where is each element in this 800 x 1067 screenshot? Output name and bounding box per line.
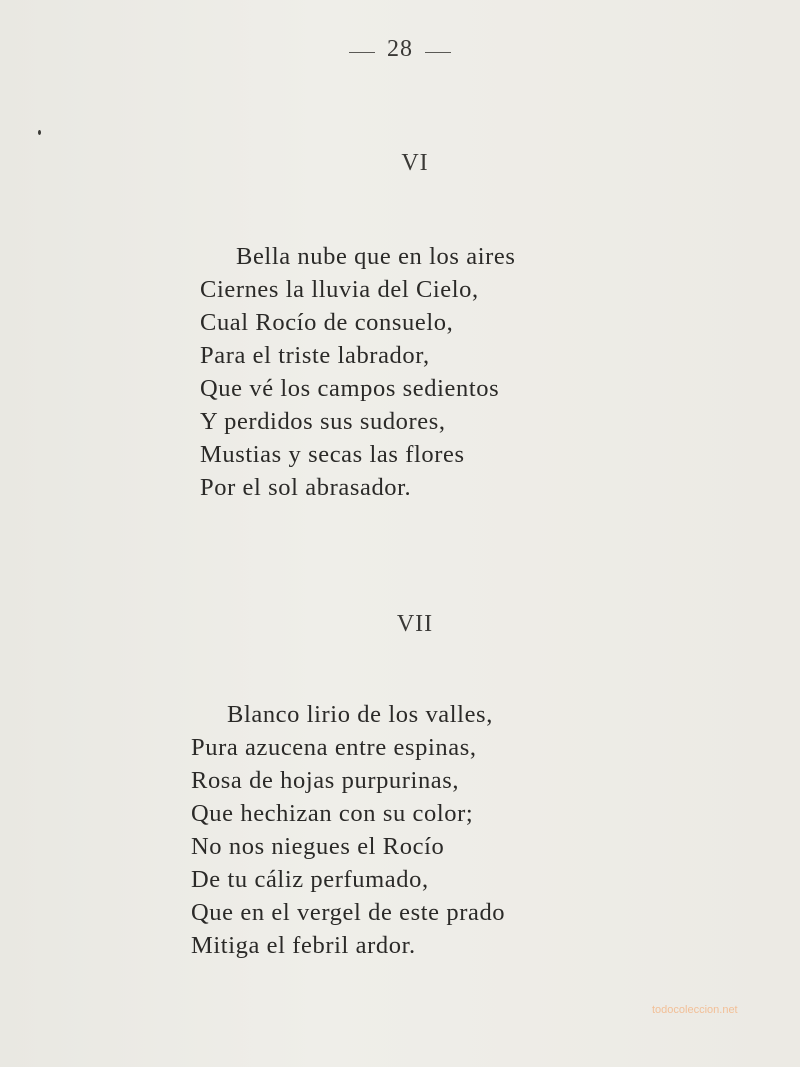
poem-line: Que hechizan con su color; bbox=[191, 800, 474, 827]
stanza-vi bbox=[200, 240, 516, 504]
ink-speck bbox=[38, 130, 41, 135]
poem-line: Ciernes la lluvia del Cielo, bbox=[200, 276, 479, 303]
watermark: todocoleccion.net bbox=[652, 1004, 738, 1016]
poem-line: Cual Rocío de consuelo, bbox=[200, 309, 454, 336]
page-number-text: 28 bbox=[387, 36, 413, 62]
stanza-vii bbox=[191, 698, 505, 962]
section-heading-vi: VI bbox=[401, 150, 429, 176]
poem-line: Que en el vergel de este prado bbox=[191, 899, 506, 926]
page-number bbox=[0, 36, 800, 63]
poem-line: Bella nube que en los aires bbox=[236, 243, 516, 270]
poem-line: Mitiga el febril ardor. bbox=[191, 932, 416, 959]
dash-left bbox=[349, 52, 375, 53]
poem-line: Que vé los campos sedientos bbox=[200, 375, 500, 402]
poem-line: Mustias y secas las flores bbox=[200, 441, 465, 468]
poem-line: No nos niegues el Rocío bbox=[191, 833, 445, 860]
section-heading-vii: VII bbox=[396, 611, 434, 637]
poem-line: Y perdidos sus sudores, bbox=[200, 408, 446, 435]
poem-line: Rosa de hojas purpurinas, bbox=[191, 767, 460, 794]
poem-line: Por el sol abrasador. bbox=[200, 474, 412, 501]
poem-line: Pura azucena entre espinas, bbox=[191, 734, 477, 761]
dash-right bbox=[425, 52, 451, 53]
poem-line: Para el triste labrador, bbox=[200, 342, 430, 369]
poem-line: Blanco lirio de los valles, bbox=[227, 701, 493, 728]
poem-line: De tu cáliz perfumado, bbox=[191, 866, 429, 893]
